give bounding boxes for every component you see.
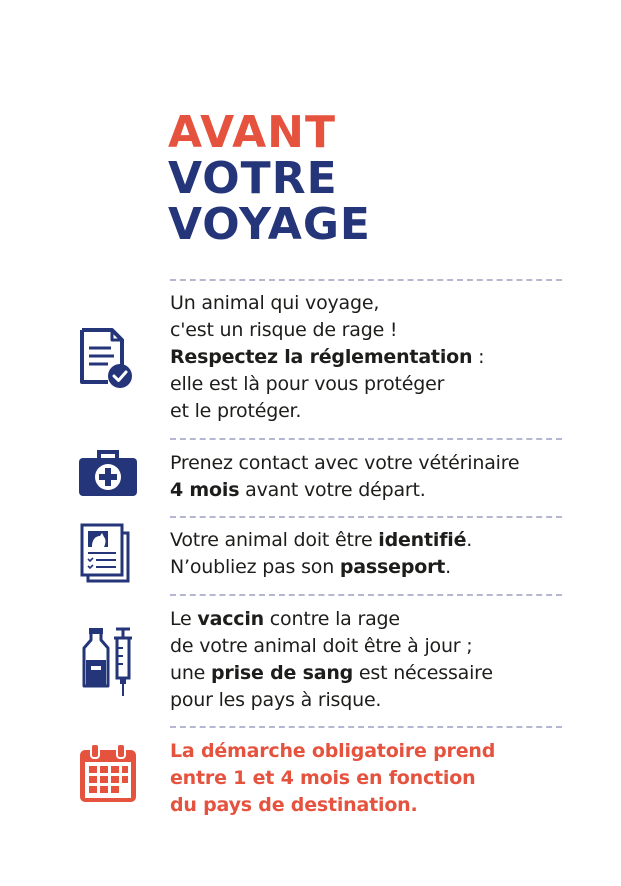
text-line: Prenez contact avec votre vétérinaire [170, 452, 520, 474]
separator-5 [170, 726, 562, 728]
text-line: de votre animal doit être à jour ; [170, 635, 473, 657]
vaccine-syringe-icon [82, 626, 134, 698]
bold-passport: passeport [339, 556, 446, 578]
separator-4 [170, 594, 562, 596]
document-check-icon [78, 326, 136, 390]
separator-3 [170, 516, 562, 518]
bold-respect-rules: Respectez la réglementation [170, 346, 473, 368]
text-line: du pays de destination. [170, 794, 418, 816]
bold-four-months: 4 mois [170, 479, 240, 501]
calendar-icon [78, 742, 138, 804]
title-line-votre: VOTRE [168, 153, 338, 204]
medical-kit-icon [78, 448, 138, 498]
title-line-voyage: VOYAGE [168, 199, 371, 250]
text-line: et le protéger. [170, 400, 302, 422]
section-identification: Votre animal doit être identifié. N’oubliez pas son passeport. [170, 529, 473, 578]
section-procedure-duration [170, 738, 570, 819]
text-line: pour les pays à risque. [170, 689, 382, 711]
text-line: La démarche obligatoire prend [170, 740, 496, 762]
text-line: entre 1 et 4 mois en fonction [170, 767, 476, 789]
section-vaccine: Le vaccin contre la rage de votre animal doit être à jour ; une prise de sang est nécessaire pour les pays à risque. [170, 606, 570, 714]
bold-vaccine: vaccin [197, 608, 264, 630]
page-title [168, 107, 371, 250]
section-rabies-risk: Un animal qui voyage, c'est un risque de rage ! Respectez la réglementation : elle est là pour vous protéger et le protéger. [170, 290, 570, 425]
separator-1 [170, 279, 562, 281]
text-line: Un animal qui voyage, [170, 292, 380, 314]
title-line-avant: AVANT [168, 107, 337, 158]
separator-2 [170, 438, 562, 440]
bold-blood-test: prise de sang [211, 662, 354, 684]
text-line: elle est là pour vous protéger [170, 373, 445, 395]
section-vet-contact: Prenez contact avec votre vétérinaire 4 mois avant votre départ. [170, 450, 570, 504]
passport-document-icon [80, 523, 132, 583]
text-line: c'est un risque de rage ! [170, 319, 398, 341]
bold-identified: identifié [378, 529, 467, 551]
